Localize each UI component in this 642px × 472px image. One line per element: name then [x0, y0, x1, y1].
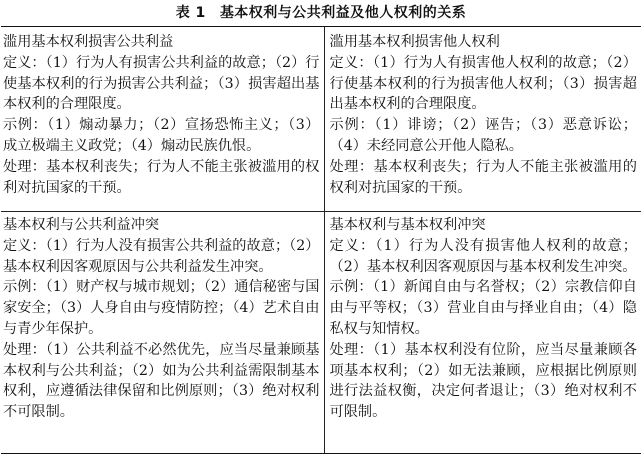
cell-definition: 定义：（1）行为人没有损害公共利益的故意；（2）基本权利因客观原因与公共利益发生冲突。 — [3, 237, 320, 275]
cell-examples: 示例：（1）诽谤；（2）诬告；（3）恶意诉讼；（4）未经同意公开他人隐私。 — [329, 117, 637, 154]
cell-handling: 处理：（1）公共利益不必然优先，应当尽量兼顾基本权利与公共利益；（2）如为公共利益需限制基本权利，应遵循法律保留和比例原则；（3）绝对权利不可限制。 — [3, 341, 320, 421]
cell-title: 滥用基本权利损害公共利益 — [3, 34, 174, 50]
cell-handling: 处理：（1）基本权利没有位阶，应当尽量兼顾各项基本权利；（2）如无法兼顾，应根据比例原则进行法益权衡，决定何者退让；（3）绝对权利不可限制。 — [329, 341, 637, 421]
table-caption-title: 基本权利与公共利益及他人权利的关系 — [219, 5, 467, 21]
cell-conflict-public-interest — [1, 212, 324, 454]
cell-examples: 示例：（1）财产权与城市规划；（2）通信秘密与国家安全；（3）人身自由与疫情防控；（4）艺术自由与青少年保护。 — [3, 279, 320, 337]
cell-handling: 处理：基本权利丧失；行为人不能主张被滥用的权利对抗国家的干预。 — [329, 158, 637, 196]
cell-definition: 定义：（1）行为人有损害公共利益的故意；（2）行使基本权利的行为损害公共利益；（3）损害超出基本权利的合理限度。 — [3, 54, 320, 113]
table-row — [1, 212, 641, 454]
cell-abuse-public-interest — [1, 27, 324, 212]
table-caption-number: 表 1 — [175, 5, 206, 21]
cell-examples: 示例：（1）新闻自由与名誉权；（2）宗教信仰自由与平等权；（3）营业自由与择业自由；（4）隐私权与知情权。 — [329, 279, 637, 337]
table-row — [1, 27, 641, 212]
cell-title: 基本权利与公共利益冲突 — [3, 217, 160, 233]
cell-examples: 示例：（1）煽动暴力；（2）宣扬恐怖主义；（3）成立极端主义政党；（4）煽动民族仇恨。 — [3, 117, 320, 154]
relation-table — [1, 26, 641, 454]
cell-conflict-rights — [324, 212, 641, 454]
cell-definition: 定义：（1）行为人有损害他人权利的故意；（2）行使基本权利的行为损害他人权利；（3）损害超出基本权利的合理限度。 — [329, 54, 637, 113]
cell-handling: 处理：基本权利丧失；行为人不能主张被滥用的权利对抗国家的干预。 — [3, 158, 320, 196]
cell-title: 基本权利与基本权利冲突 — [329, 217, 486, 233]
table-caption — [0, 2, 642, 24]
cell-definition: 定义：（1）行为人没有损害他人权利的故意；（2）基本权利因客观原因与基本权利发生冲突。 — [329, 237, 637, 275]
cell-abuse-others-rights — [324, 27, 641, 212]
cell-title: 滥用基本权利损害他人权利 — [329, 34, 500, 50]
